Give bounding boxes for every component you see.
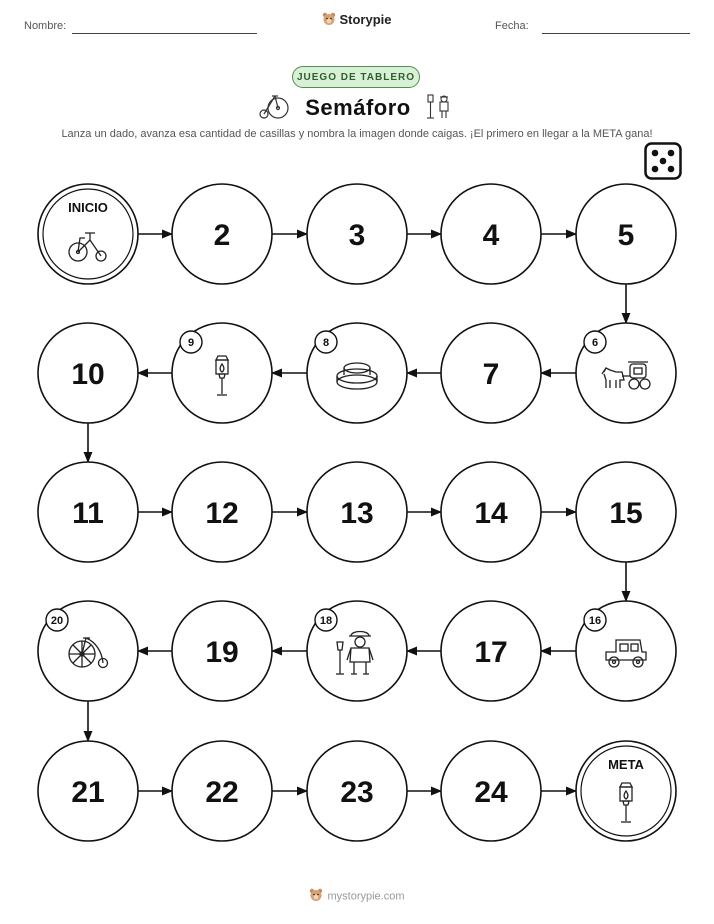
space-number: 10 bbox=[71, 358, 105, 391]
board-space-2 bbox=[172, 184, 272, 284]
board-space-10 bbox=[38, 323, 138, 423]
board-space-16 bbox=[576, 601, 676, 701]
board-space-24 bbox=[441, 741, 541, 841]
board-space-21 bbox=[38, 741, 138, 841]
svg-text:16: 16 bbox=[588, 615, 602, 627]
space-number: 21 bbox=[71, 776, 105, 809]
board-space-15 bbox=[576, 462, 676, 562]
board-space-13 bbox=[307, 462, 407, 562]
instructions: Lanza un dado, avanza esa cantidad de casillas y nombra la imagen donde caigas. ¡El primero en llegar a la META gana! bbox=[61, 128, 653, 140]
space-number: 2 bbox=[213, 219, 231, 252]
footer-url: mystorypie.com bbox=[327, 890, 405, 903]
space-number: 17 bbox=[474, 636, 508, 669]
board-space-19 bbox=[172, 601, 272, 701]
svg-text:20: 20 bbox=[50, 615, 64, 627]
space-number: 14 bbox=[474, 497, 508, 530]
board-space-23 bbox=[307, 741, 407, 841]
board-space-8 bbox=[307, 323, 407, 423]
board-space-12 bbox=[172, 462, 272, 562]
space-number: 19 bbox=[205, 636, 239, 669]
space-number-badge bbox=[584, 331, 606, 353]
board-space-5 bbox=[576, 184, 676, 284]
board-space-3 bbox=[307, 184, 407, 284]
board-space-14 bbox=[441, 462, 541, 562]
date-label: Fecha: bbox=[495, 20, 529, 32]
bear-icon bbox=[309, 888, 323, 905]
board-space-11 bbox=[38, 462, 138, 562]
space-number-badge bbox=[315, 609, 337, 631]
start-label: INICIO bbox=[68, 200, 108, 215]
space-number-badge bbox=[180, 331, 202, 353]
start-space bbox=[38, 184, 138, 284]
svg-text:18: 18 bbox=[319, 615, 333, 627]
space-number-badge bbox=[584, 609, 606, 631]
svg-text:9: 9 bbox=[187, 337, 195, 349]
footer bbox=[0, 888, 714, 905]
board-space-9 bbox=[172, 323, 272, 423]
game-type-badge: JUEGO DE TABLERO bbox=[292, 66, 420, 88]
name-label: Nombre: bbox=[24, 20, 67, 32]
svg-text:8: 8 bbox=[322, 337, 330, 349]
space-number: 12 bbox=[205, 497, 239, 530]
space-number-badge bbox=[315, 331, 337, 353]
finish-label: META bbox=[608, 757, 644, 772]
space-number: 3 bbox=[348, 219, 366, 252]
page-title: Semáforo bbox=[305, 95, 411, 120]
space-number: 23 bbox=[340, 776, 374, 809]
board-space-7 bbox=[441, 323, 541, 423]
space-number: 15 bbox=[609, 497, 643, 530]
finish-space bbox=[576, 741, 676, 841]
space-number: 7 bbox=[482, 358, 500, 391]
space-number-badge bbox=[46, 609, 68, 631]
board-space-18 bbox=[307, 601, 407, 701]
space-number: 4 bbox=[482, 219, 500, 252]
space-number: 5 bbox=[617, 219, 635, 252]
brand-name: Storypie bbox=[339, 12, 392, 27]
board-space-17 bbox=[441, 601, 541, 701]
space-number: 24 bbox=[474, 776, 508, 809]
board-space-20 bbox=[38, 601, 138, 701]
board-space-4 bbox=[441, 184, 541, 284]
space-number: 22 bbox=[205, 776, 239, 809]
board-space-6 bbox=[576, 323, 676, 423]
board-space-22 bbox=[172, 741, 272, 841]
space-number: 11 bbox=[72, 497, 104, 530]
space-number: 13 bbox=[340, 497, 374, 530]
svg-text:6: 6 bbox=[591, 337, 599, 349]
